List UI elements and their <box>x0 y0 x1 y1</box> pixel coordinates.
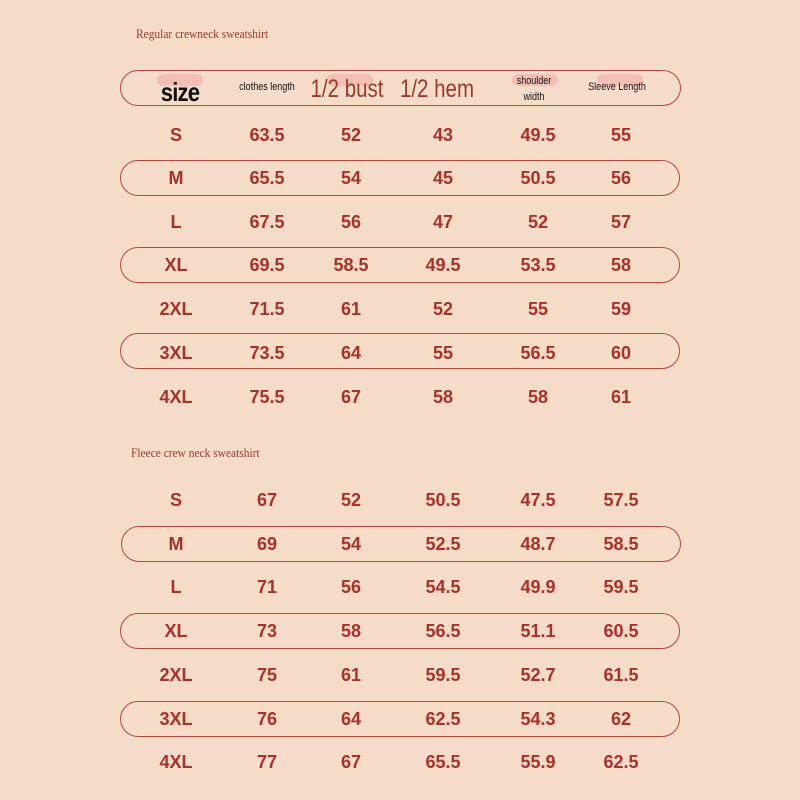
value-cell: 55 <box>610 125 632 145</box>
value-cell: 75 <box>256 665 278 685</box>
value-cell: 61 <box>610 387 632 407</box>
value-cell: 63.5 <box>249 125 285 145</box>
table-row <box>0 701 800 737</box>
table-row <box>0 482 800 518</box>
size-cell: M <box>168 534 184 554</box>
value-cell: 61 <box>340 299 362 319</box>
table-row <box>0 569 800 605</box>
value-cell: 73 <box>256 621 278 641</box>
size-cell: 3XL <box>159 343 193 363</box>
table-row <box>0 160 800 196</box>
value-cell: 58 <box>340 621 362 641</box>
size-cell: 4XL <box>159 752 193 772</box>
value-cell: 59 <box>610 299 632 319</box>
value-cell: 71.5 <box>249 299 285 319</box>
value-cell: 54 <box>340 168 362 188</box>
value-cell: 67 <box>340 387 362 407</box>
header-sleeve-length: Sleeve Length <box>588 81 646 93</box>
size-cell: 2XL <box>159 665 193 685</box>
value-cell: 45 <box>432 168 454 188</box>
value-cell: 51.1 <box>520 621 556 641</box>
header-shoulder-line1: shoulder <box>516 75 552 87</box>
value-cell: 57 <box>610 212 632 232</box>
table-row <box>0 117 800 153</box>
value-cell: 49.5 <box>520 125 556 145</box>
table2-title: Fleece crew neck sweatshirt <box>131 445 260 460</box>
value-cell: 49.5 <box>425 255 461 275</box>
value-cell: 67 <box>340 752 362 772</box>
value-cell: 43 <box>432 125 454 145</box>
table1-title: Regular crewneck sweatshirt <box>136 26 269 41</box>
value-cell: 47 <box>432 212 454 232</box>
value-cell: 64 <box>340 343 362 363</box>
header-shoulder-width <box>517 73 552 105</box>
value-cell: 52.5 <box>425 534 461 554</box>
value-cell: 73.5 <box>249 343 285 363</box>
value-cell: 48.7 <box>520 534 556 554</box>
value-cell: 53.5 <box>520 255 556 275</box>
table-row <box>0 379 800 415</box>
value-cell: 75.5 <box>249 387 285 407</box>
value-cell: 58 <box>610 255 632 275</box>
header-clothes-length: clothes length <box>239 81 295 93</box>
value-cell: 65.5 <box>249 168 285 188</box>
header-size: size <box>160 77 200 107</box>
value-cell: 71 <box>256 577 278 597</box>
value-cell: 50.5 <box>425 490 461 510</box>
value-cell: 61.5 <box>603 665 639 685</box>
value-cell: 60.5 <box>603 621 639 641</box>
table-row <box>0 613 800 649</box>
value-cell: 69.5 <box>249 255 285 275</box>
value-cell: 58 <box>527 387 549 407</box>
value-cell: 62.5 <box>603 752 639 772</box>
table-row <box>0 247 800 283</box>
value-cell: 55.9 <box>520 752 556 772</box>
value-cell: 56.5 <box>520 343 556 363</box>
value-cell: 60 <box>610 343 632 363</box>
table-row <box>0 204 800 240</box>
value-cell: 59.5 <box>425 665 461 685</box>
value-cell: 58.5 <box>333 255 369 275</box>
value-cell: 56.5 <box>425 621 461 641</box>
table-row <box>0 657 800 693</box>
value-cell: 56 <box>340 577 362 597</box>
size-cell: XL <box>164 255 188 275</box>
value-cell: 62.5 <box>425 709 461 729</box>
table-row <box>0 291 800 327</box>
value-cell: 56 <box>340 212 362 232</box>
size-cell: S <box>169 125 183 145</box>
table-row <box>0 744 800 780</box>
value-cell: 59.5 <box>603 577 639 597</box>
value-cell: 49.9 <box>520 577 556 597</box>
value-cell: 54.5 <box>425 577 461 597</box>
table-row <box>0 526 800 562</box>
value-cell: 54 <box>340 534 362 554</box>
value-cell: 55 <box>432 343 454 363</box>
value-cell: 52 <box>527 212 549 232</box>
header-half-hem: 1/2 hem <box>399 75 475 103</box>
header-shoulder-line2: width <box>523 91 545 103</box>
value-cell: 67 <box>256 490 278 510</box>
value-cell: 57.5 <box>603 490 639 510</box>
value-cell: 50.5 <box>520 168 556 188</box>
size-cell: M <box>168 168 184 188</box>
size-cell: 4XL <box>159 387 193 407</box>
size-cell: L <box>170 577 182 597</box>
size-cell: 3XL <box>159 709 193 729</box>
size-cell: S <box>169 490 183 510</box>
value-cell: 56 <box>610 168 632 188</box>
header-half-bust: 1/2 bust <box>310 75 384 103</box>
value-cell: 77 <box>256 752 278 772</box>
value-cell: 55 <box>527 299 549 319</box>
size-cell: 2XL <box>159 299 193 319</box>
value-cell: 62 <box>610 709 632 729</box>
value-cell: 54.3 <box>520 709 556 729</box>
value-cell: 61 <box>340 665 362 685</box>
value-cell: 52 <box>432 299 454 319</box>
value-cell: 52 <box>340 125 362 145</box>
value-cell: 64 <box>340 709 362 729</box>
value-cell: 47.5 <box>520 490 556 510</box>
value-cell: 58 <box>432 387 454 407</box>
value-cell: 65.5 <box>425 752 461 772</box>
value-cell: 69 <box>256 534 278 554</box>
value-cell: 76 <box>256 709 278 729</box>
value-cell: 58.5 <box>603 534 639 554</box>
value-cell: 52 <box>340 490 362 510</box>
value-cell: 52.7 <box>520 665 556 685</box>
table-row <box>0 335 800 371</box>
size-cell: XL <box>164 621 188 641</box>
value-cell: 67.5 <box>249 212 285 232</box>
size-cell: L <box>170 212 182 232</box>
